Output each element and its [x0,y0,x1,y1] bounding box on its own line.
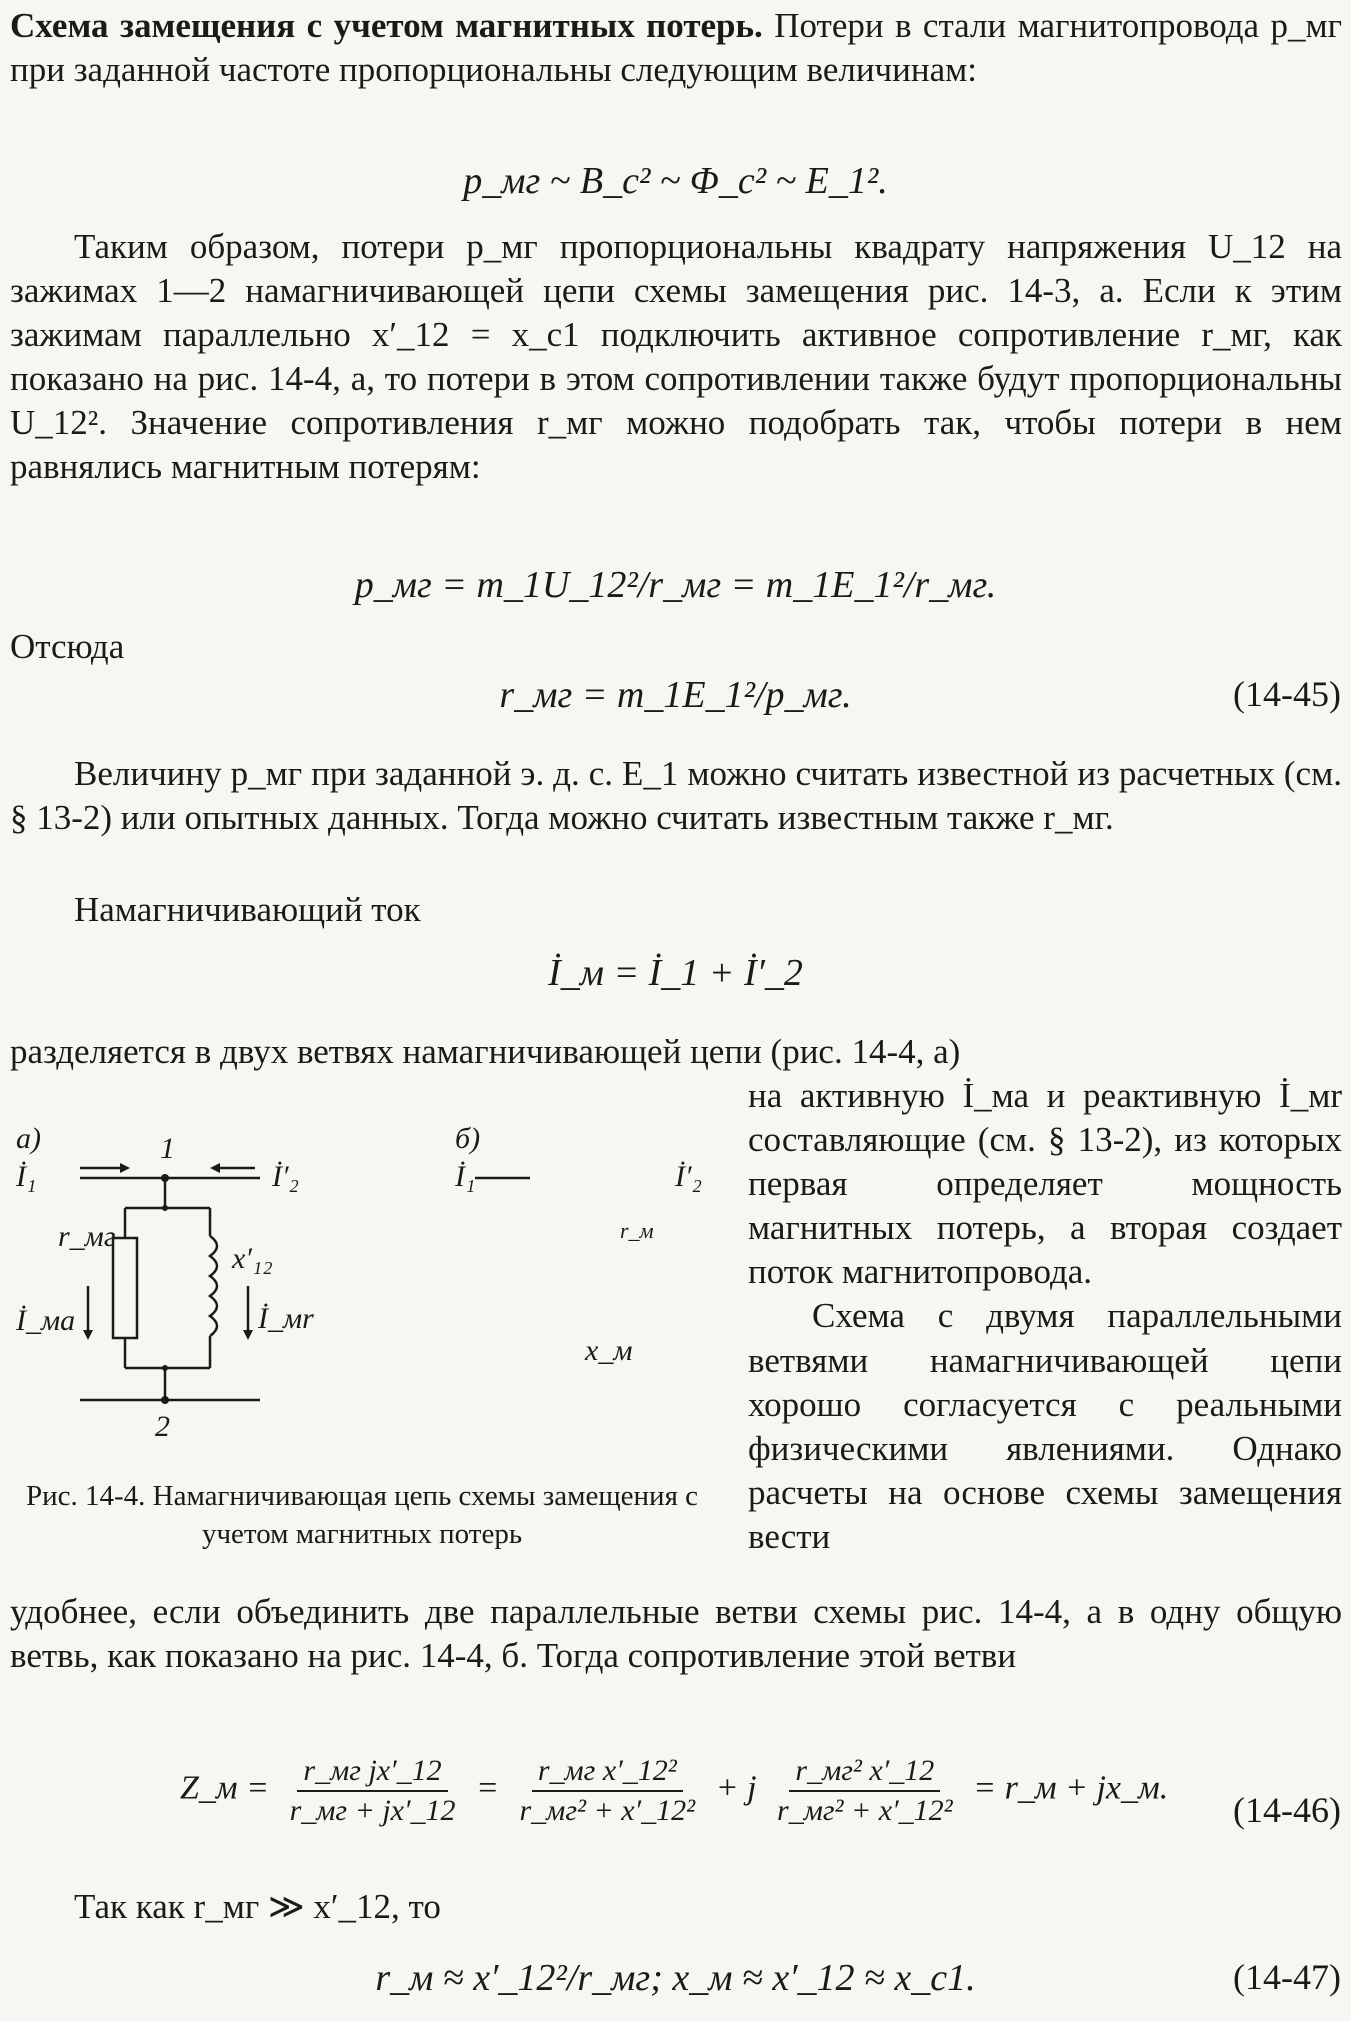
word-otsyuda: Отсюда [10,627,125,666]
impedance-plus-j: + j [715,1769,757,1807]
current-i1-label: İ₁ [16,1160,37,1193]
fraction-1 [284,1752,462,1830]
node-1-label: 1 [160,1132,175,1165]
equation-number-45: (14-45) [1233,674,1341,714]
b-current-i2-label: İ′₂ [675,1160,702,1193]
fraction-3-numerator: r_мг² x′_12 [789,1752,940,1792]
equation-number-46: (14-46) [1233,1790,1341,1830]
current-i2-label: İ′₂ [272,1160,299,1193]
b-reactance-label: x_м [585,1334,633,1367]
right-column [748,1074,1342,1559]
fraction-3-denominator: r_мг² + x′_12² [777,1793,953,1827]
fraction-2-denominator: r_мг² + x′_12² [519,1793,696,1827]
intro-paragraph [10,4,1342,92]
formula-approximation: r_м ≈ x′_12²/r_мг; x_м ≈ x′_12 ≈ x_c1. [375,1957,976,1999]
equation-number-47: (14-47) [1233,1957,1341,1997]
circuit-figure [10,1118,745,1538]
inductor-x12-label: x′₁₂ [232,1242,273,1275]
fraction-2-numerator: r_мг x′_12² [532,1752,683,1792]
b-resistance-label: r_м [620,1218,654,1243]
node-2-label: 2 [155,1410,170,1443]
figure-label-a: a) [16,1122,41,1155]
section-heading: Схема замещения с учетом магнитных потерь. [10,6,763,45]
line-branches: разделяется в двух ветвях намагничивающей цепи (рис. 14-4, a) [10,1032,961,1071]
paragraph-two-branches: Схема с двумя параллельными ветвями намагничивающей цепи хорошо согласуется с реальными физическими явлениями. Однако расчеты на основе схемы замещения вести [748,1296,1342,1556]
paragraph-losses: Таким образом, потери p_мг пропорциональны квадрату напряжения U_12 на зажимах 1—2 намагничивающей цепи схемы замещения рис. 14-3, a. Если к этим зажимам параллельно x′_12 = x_c1 подключить активное сопротивление r_мг, как показано на рис. 14-4, a, то потери в этом сопротивлении также будут пропорциональны U_12². Значение сопротивления r_мг можно подобрать так, чтобы потери в нем равнялись магнитным потерям: [10,227,1342,487]
impedance-lhs: Z_м = [180,1769,270,1807]
paragraph-magnetizing-current: Намагничивающий ток [74,890,421,929]
figure-caption: Рис. 14-4. Намагничивающая цепь схемы замещения с учетом магнитных потерь [25,1480,699,1550]
paragraph-known-losses: Величину p_мг при заданной э. д. с. E_1 можно считать известной из расчетных (см. § 13-2) или опытных данных. Тогда можно считать известным также r_мг. [10,754,1342,838]
formula-magnetizing-current: İ_м = İ_1 + İ′_2 [548,952,803,994]
fraction-3 [771,1752,959,1830]
fraction-2 [514,1752,702,1830]
impedance-result: = r_м + jx_м. [973,1769,1169,1807]
formula-impedance [180,1752,1169,1830]
formula-resistance: r_мг = m_1E_1²/p_мг. [499,674,852,716]
impedance-equals: = [476,1769,499,1807]
fraction-1-denominator: r_мг + jx′_12 [289,1793,456,1827]
current-ima-label: İ_ма [16,1304,76,1337]
paragraph-combine-branches: удобнее, если объединить две параллельные ветви схемы рис. 14-4, a в одну общую ветвь, как показано на рис. 14-4, б. Тогда сопротивление этой ветви [10,1592,1342,1676]
fraction-1-numerator: r_мг jx′_12 [297,1752,447,1792]
current-imr-label: İ_мr [258,1302,314,1335]
paragraph-components: на активную İ_ма и реактивную İ_мr составляющие (см. § 13-2), из которых первая определяет мощность магнитных потерь, а вторая создает поток магнитопровода. [748,1076,1342,1292]
figure-label-b: б) [455,1122,481,1155]
b-current-i1-label: İ₁ [455,1160,476,1193]
formula-loss-power: p_мг = m_1U_12²/r_мг = m_1E_1²/r_мг. [354,564,997,606]
intro-text: Потери в стали магнитопровода p_мг при заданной частоте пропорциональны следующим величинам: [10,6,1342,90]
paragraph-since: Так как r_мг ≫ x′_12, то [74,1887,441,1926]
formula-proportionality: p_мг ~ B_c² ~ Φ_c² ~ E_1². [463,160,888,202]
resistor-rmg-label: r_мг [58,1220,116,1253]
